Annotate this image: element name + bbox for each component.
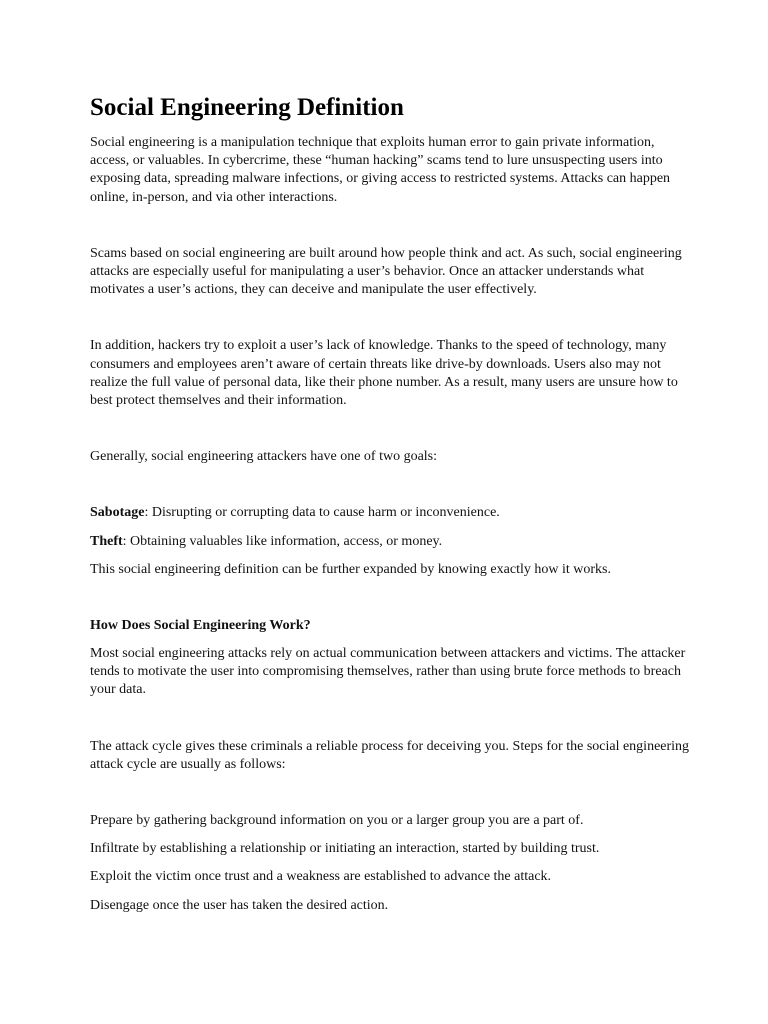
goal-term: Theft <box>90 533 123 549</box>
goal-term: Sabotage <box>90 505 145 521</box>
goal-theft <box>90 533 690 551</box>
intro-paragraph-2: Scams based on social engineering are built around how people think and act. As such, social engineering attacks are especially useful for manipulating a user’s behavior. Once an attacker understands what motivates a user’s actions, they can deceive and manipulate the user effectively. <box>90 245 682 298</box>
step-item: Prepare by gathering background information on you or a larger group you are a part of. <box>90 813 584 829</box>
step-item: Disengage once the user has taken the desired action. <box>90 897 389 913</box>
document-page <box>90 92 690 925</box>
goal-description: : Obtaining valuables like information, access, or money. <box>122 533 443 549</box>
page-title: Social Engineering Definition <box>90 94 404 121</box>
goal-description: : Disrupting or corrupting data to cause harm or inconvenience. <box>144 505 500 521</box>
expanded-note: This social engineering definition can be further expanded by knowing exactly how it works. <box>90 561 611 577</box>
step-item: Exploit the victim once trust and a weakness are established to advance the attack. <box>90 869 552 885</box>
section-heading: How Does Social Engineering Work? <box>90 618 311 634</box>
section-paragraph-1: Most social engineering attacks rely on actual communication between attackers and victims. The attacker tends to motivate the user into compromising themselves, rather than using brute force methods to breach your data. <box>90 646 686 698</box>
section-paragraph-2: The attack cycle gives these criminals a reliable process for deceiving you. Steps for the social engineering attack cycle are usually as follows: <box>90 738 690 772</box>
goals-intro: Generally, social engineering attackers have one of two goals: <box>90 449 438 465</box>
intro-paragraph-3: In addition, hackers try to exploit a user’s lack of knowledge. Thanks to the speed of technology, many consumers and employees aren’t aware of certain threats like drive-by downloads. Users also may not realize the full value of personal data, like their phone number. As a result, many users are unsure how to best protect themselves and their information. <box>90 338 678 409</box>
intro-paragraph-1: Social engineering is a manipulation technique that exploits human error to gain private information, access, or valuables. In cybercrime, these “human hacking” scams tend to lure unsuspecting users into exposing data, spreading malware infections, or giving access to restricted systems. Attacks can happen online, in-person, and via other interactions. <box>90 135 671 205</box>
goal-sabotage <box>90 504 690 522</box>
step-item: Infiltrate by establishing a relationship or initiating an interaction, started by building trust. <box>90 841 600 857</box>
